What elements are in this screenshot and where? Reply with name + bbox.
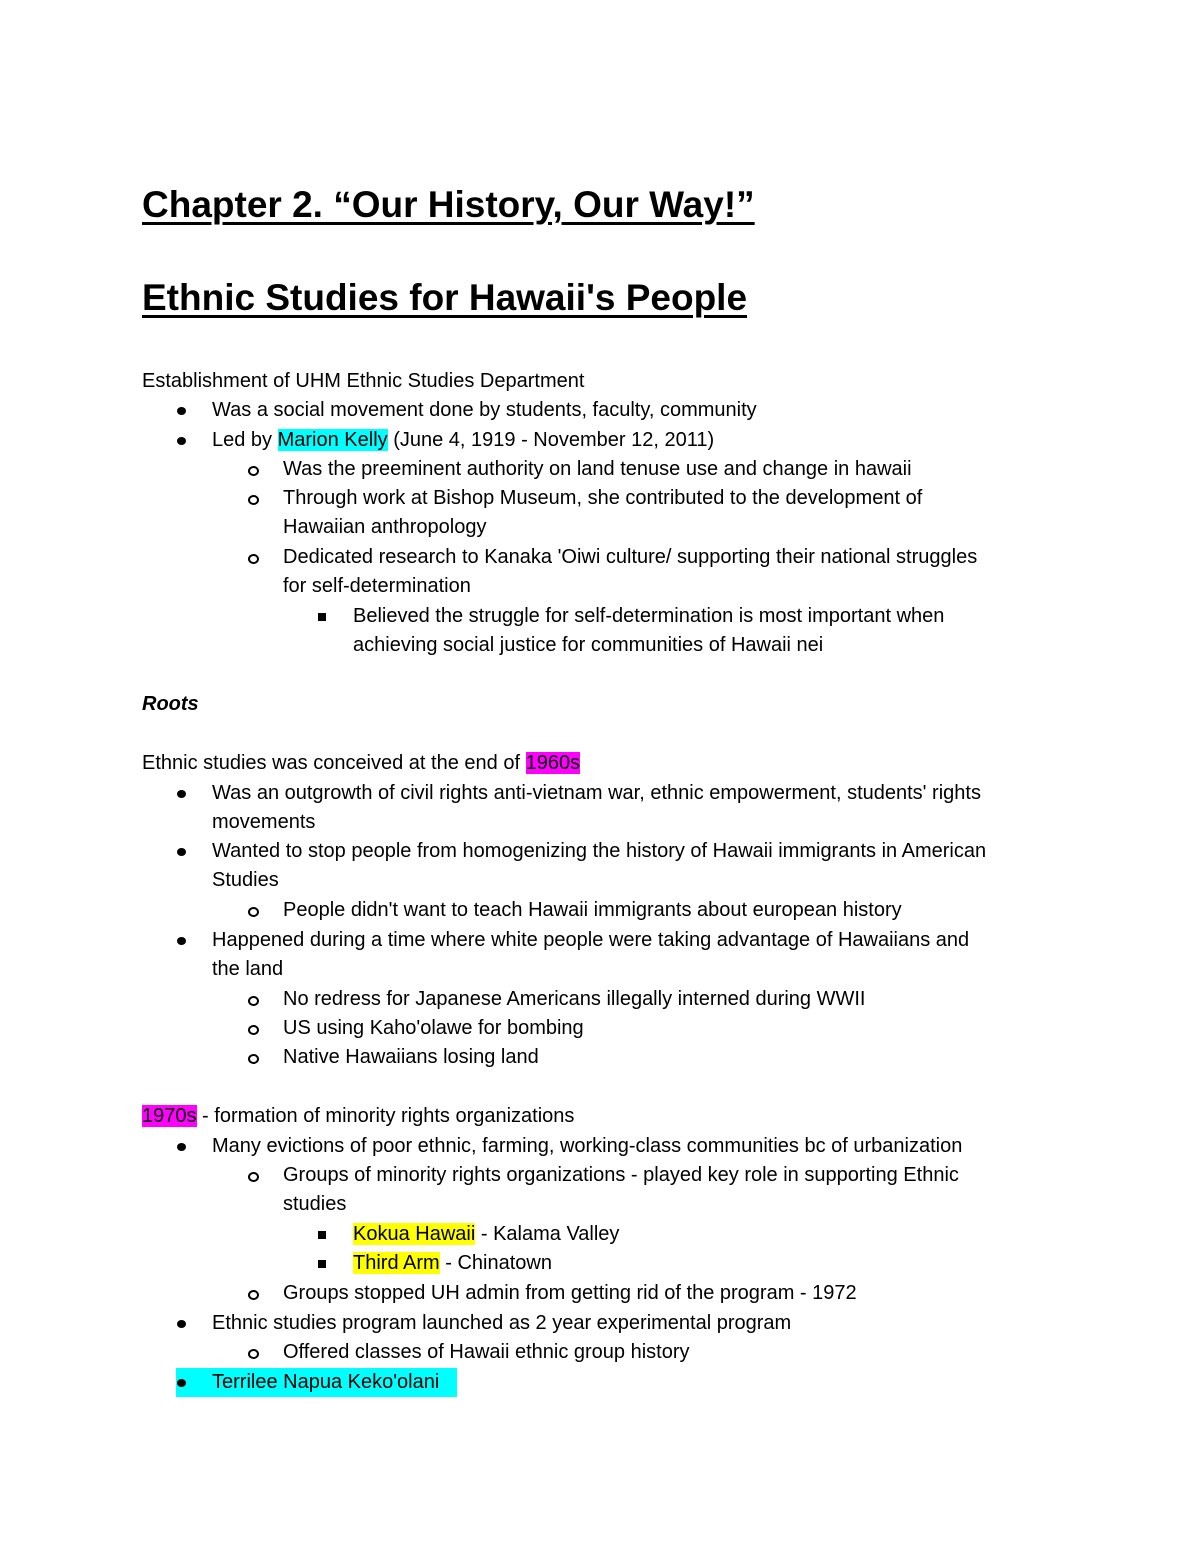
bullet-circle-icon: [248, 1025, 259, 1035]
list-item-continuation: the land: [212, 958, 284, 980]
bullet-circle-icon: [248, 907, 259, 917]
list-item: No redress for Japanese Americans illegally interned during WWII: [283, 988, 866, 1010]
bullet-dot-icon: [177, 790, 186, 798]
bullet-square-icon: [318, 613, 326, 621]
bullet-dot-icon: [177, 407, 186, 415]
bullet-square-icon: [318, 1260, 326, 1268]
list-item-continuation: achieving social justice for communities of Hawaii nei: [353, 634, 824, 656]
list-item: Native Hawaiians losing land: [283, 1046, 539, 1068]
bullet-dot-icon: [177, 437, 186, 445]
bullet-square-icon: [318, 1231, 326, 1239]
highlight-marion-kelly: Marion Kelly: [277, 429, 388, 451]
bullet-circle-icon: [248, 1054, 259, 1064]
list-item: Wanted to stop people from homogenizing the history of Hawaii immigrants in American: [212, 840, 987, 862]
roots-heading: Roots: [142, 693, 199, 715]
list-item: Was the preeminent authority on land tenuse use and change in hawaii: [283, 458, 912, 480]
bullet-circle-icon: [248, 996, 259, 1006]
list-item: Third Arm - Chinatown: [353, 1252, 552, 1274]
bullet-circle-icon: [248, 495, 259, 505]
bullet-circle-icon: [248, 1290, 259, 1300]
section-heading: 1970s - formation of minority rights organizations: [142, 1105, 575, 1127]
list-item: People didn't want to teach Hawaii immigrants about european history: [283, 899, 902, 921]
list-item: Dedicated research to Kanaka 'Oiwi culture/ supporting their national struggles: [283, 546, 978, 568]
list-item: Terrilee Napua Keko'olani: [212, 1371, 440, 1393]
list-item: Believed the struggle for self-determination is most important when: [353, 605, 945, 627]
list-item-continuation: Hawaiian anthropology: [283, 516, 487, 538]
list-item-continuation: studies: [283, 1193, 347, 1215]
bullet-circle-icon: [248, 466, 259, 476]
bullet-circle-icon: [248, 554, 259, 564]
list-item-continuation: movements: [212, 811, 316, 833]
document-title: Ethnic Studies for Hawaii's People: [142, 277, 748, 318]
list-item: Many evictions of poor ethnic, farming, working-class communities bc of urbanization: [212, 1135, 963, 1157]
section-heading: Establishment of UHM Ethnic Studies Department: [142, 370, 585, 392]
chapter-title: Chapter 2. “Our History, Our Way!”: [142, 184, 755, 225]
section-heading: Ethnic studies was conceived at the end of 1960s: [142, 752, 581, 774]
list-item-continuation: Studies: [212, 869, 279, 891]
bullet-dot-icon: [177, 1379, 186, 1387]
list-item: Groups stopped UH admin from getting rid of the program - 1972: [283, 1282, 857, 1304]
bullet-dot-icon: [177, 1143, 186, 1151]
list-item: Kokua Hawaii - Kalama Valley: [353, 1223, 620, 1245]
list-item: Was an outgrowth of civil rights anti-vietnam war, ethnic empowerment, students' rights: [212, 782, 981, 804]
list-item: Happened during a time where white people were taking advantage of Hawaiians and: [212, 929, 970, 951]
list-item-continuation: for self-determination: [283, 575, 471, 597]
list-item: Was a social movement done by students, faculty, community: [212, 399, 757, 421]
bullet-dot-icon: [177, 1320, 186, 1328]
bullet-circle-icon: [248, 1172, 259, 1182]
bullet-dot-icon: [177, 937, 186, 945]
bullet-circle-icon: [248, 1349, 259, 1359]
list-item: Through work at Bishop Museum, she contributed to the development of: [283, 487, 923, 509]
highlight-kokua-hawaii: Kokua Hawaii: [353, 1223, 476, 1245]
highlight-1960s: 1960s: [525, 752, 581, 774]
list-item: Led by Marion Kelly (June 4, 1919 - November 12, 2011): [212, 429, 715, 451]
list-item: Ethnic studies program launched as 2 year experimental program: [212, 1312, 792, 1334]
bullet-dot-icon: [177, 848, 186, 856]
list-item: US using Kaho'olawe for bombing: [283, 1017, 584, 1039]
list-item: Offered classes of Hawaii ethnic group history: [283, 1341, 690, 1363]
list-item: Groups of minority rights organizations - played key role in supporting Ethnic: [283, 1164, 959, 1186]
highlight-third-arm: Third Arm: [353, 1252, 440, 1274]
highlight-1970s: 1970s: [142, 1105, 197, 1127]
